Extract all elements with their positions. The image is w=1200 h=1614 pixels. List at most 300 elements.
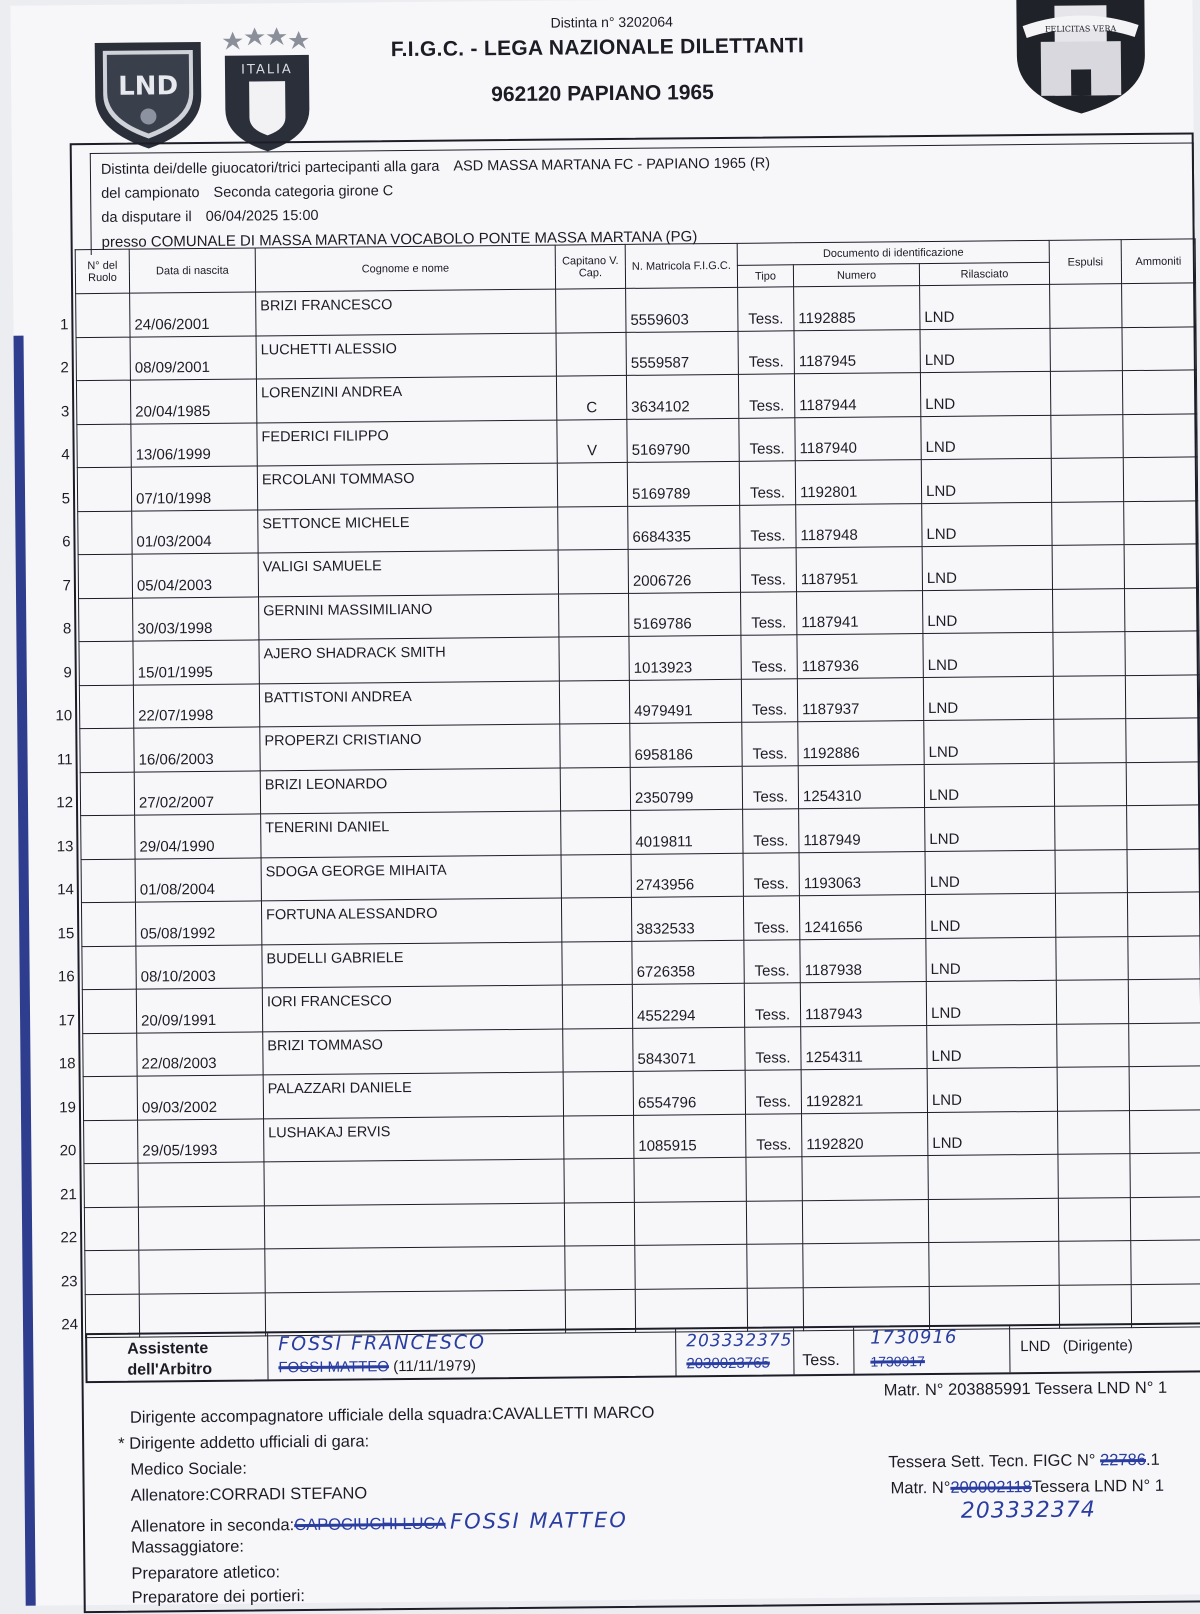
data-label: da disputare il <box>101 209 192 226</box>
ruolo-cell <box>57 902 135 946</box>
cap-cell <box>557 462 627 506</box>
tipo-cell: Tess. <box>742 722 798 766</box>
ammoniti-cell <box>1131 1240 1200 1284</box>
cap-cell <box>564 1115 634 1159</box>
tipo-cell: Tess. <box>738 330 794 374</box>
assistente-matr-cell <box>675 1328 794 1375</box>
cap-cell <box>562 941 632 985</box>
match-info <box>90 142 1195 255</box>
cap-cell <box>563 1028 633 1072</box>
ril-cell: LND <box>926 980 1056 1025</box>
tipo-cell: Tess. <box>741 591 797 635</box>
assistente-struck-num: 1730917 <box>870 1353 925 1370</box>
num-cell <box>803 1243 929 1288</box>
dob-cell <box>139 1292 265 1337</box>
tipo-cell: Tess. <box>743 852 799 896</box>
allenatore-seconda-matr-struck: 200002118 <box>950 1478 1032 1497</box>
row-number: 22 <box>60 1229 78 1247</box>
ril-cell: LND <box>927 1067 1057 1112</box>
col-espulsi: Espulsi <box>1049 240 1121 285</box>
tipo-cell: Tess. <box>745 1070 801 1114</box>
ruolo-cell <box>56 728 134 772</box>
ril-cell: LND <box>925 893 1055 938</box>
cap-cell <box>560 723 630 767</box>
assistente-row <box>85 1322 1200 1383</box>
cap-cell <box>559 680 629 724</box>
row-number: 6 <box>62 533 71 551</box>
ril-cell: LND <box>927 1024 1057 1069</box>
tipo-cell: Tess. <box>744 939 800 983</box>
row-number: 10 <box>55 707 73 725</box>
dob-cell: 05/08/1992 <box>135 901 261 946</box>
tipo-cell: Tess. <box>740 504 796 548</box>
num-cell: 1254310 <box>798 764 924 809</box>
espulsi-cell <box>1051 458 1123 502</box>
preparatore-portieri: Preparatore dei portieri: <box>131 1587 306 1607</box>
espulsi-cell <box>1056 980 1128 1024</box>
tipo-cell: Tess. <box>743 896 799 940</box>
allenatore-seconda-label: Allenatore in seconda: <box>130 1516 295 1536</box>
tipo-cell: Tess. <box>738 287 794 331</box>
ruolo-cell <box>62 554 132 598</box>
ruolo-cell <box>61 467 131 511</box>
matr-cell: 4019811 <box>631 809 743 854</box>
matr-cell: 1085915 <box>634 1114 746 1159</box>
allenatore-seconda-matr <box>891 1477 1165 1499</box>
row-number: 2 <box>60 359 69 377</box>
name-cell: BRIZI FRANCESCO <box>256 289 556 335</box>
num-cell: 1192801 <box>795 460 921 505</box>
row-number: 21 <box>59 1185 77 1203</box>
espulsi-cell <box>1050 371 1122 415</box>
matr-cell: 5169790 <box>627 418 739 463</box>
dob-cell <box>138 1162 264 1207</box>
dob-cell: 08/10/2003 <box>136 944 262 989</box>
cap-cell <box>561 810 631 854</box>
ril-cell: LND <box>923 632 1053 677</box>
name-cell: LUSHAKAJ ERVIS <box>264 1116 564 1162</box>
dirigente-addetto: * Dirigente addetto ufficiali di gara: <box>118 1432 370 1453</box>
name-cell: LUCHETTI ALESSIO <box>256 333 556 379</box>
ruolo-cell <box>60 380 130 424</box>
allenatore-seconda-handwritten: FOSSI MATTEO <box>449 1507 628 1534</box>
matr-cell: 6554796 <box>633 1070 745 1115</box>
ril-cell: LND <box>925 850 1055 895</box>
col-ammoniti: Ammoniti <box>1121 239 1195 284</box>
name-cell: BATTISTONI ANDREA <box>259 681 559 727</box>
num-cell: 1254311 <box>801 1025 927 1070</box>
campionato-value: Seconda categoria girone C <box>213 183 394 201</box>
row-number: 1 <box>59 315 69 333</box>
cap-cell: C <box>556 375 626 419</box>
ruolo-cell <box>56 772 134 816</box>
ruolo-cell <box>59 1163 138 1207</box>
name-cell: FORTUNA ALESSANDRO <box>261 898 561 944</box>
tipo-cell: Tess. <box>744 983 800 1027</box>
assistente-tipo: Tess. <box>802 1351 840 1370</box>
ammoniti-cell <box>1123 413 1197 457</box>
matr-cell: 2743956 <box>631 853 743 898</box>
dob-cell: 16/06/2003 <box>134 727 260 772</box>
ammoniti-cell <box>1130 1153 1200 1197</box>
allenatore-tessera-label: Tessera Sett. Tecn. FIGC N° <box>888 1451 1096 1472</box>
data-value: 06/04/2025 15:00 <box>205 207 319 225</box>
dob-cell: 29/04/1990 <box>135 814 261 859</box>
cap-cell <box>561 897 631 941</box>
tipo-cell: Tess. <box>738 374 794 418</box>
espulsi-cell <box>1056 936 1128 980</box>
espulsi-cell <box>1059 1284 1131 1328</box>
svg-text:LND: LND <box>118 71 179 102</box>
row-number: 19 <box>59 1098 77 1116</box>
row-number: 3 <box>60 402 70 420</box>
allenatore: Allenatore:CORRADI STEFANO <box>130 1484 368 1505</box>
gara-label: Distinta dei/delle giuocatori/trici partecipanti alla gara <box>100 158 440 178</box>
num-cell: 1192820 <box>802 1112 928 1157</box>
matr-cell: 4979491 <box>629 679 741 724</box>
tipo-cell: Tess. <box>739 461 795 505</box>
num-cell <box>802 1156 928 1201</box>
num-cell: 1187938 <box>800 938 926 983</box>
espulsi-cell <box>1054 762 1126 806</box>
espulsi-cell <box>1053 632 1125 676</box>
dob-cell: 24/06/2001 <box>130 292 256 337</box>
col-tipo: Tipo <box>737 265 793 288</box>
num-cell: 1187941 <box>797 590 923 635</box>
assistente-ril: LND (Dirigente) <box>1020 1337 1133 1356</box>
ril-cell: LND <box>922 545 1052 590</box>
dob-cell: 20/04/1985 <box>130 379 256 424</box>
name-cell: VALIGI SAMUELE <box>258 550 558 596</box>
espulsi-cell <box>1055 806 1127 850</box>
cap-cell <box>564 1158 634 1202</box>
cap-cell <box>562 984 632 1028</box>
ruolo-cell <box>57 859 135 903</box>
ruolo-cell <box>62 598 133 642</box>
tipo-cell: Tess. <box>742 765 798 809</box>
svg-text:FELICITAS VERA: FELICITAS VERA <box>1044 24 1117 34</box>
name-cell <box>265 1246 565 1292</box>
cap-cell <box>560 767 630 811</box>
dob-cell: 29/05/1993 <box>138 1118 264 1163</box>
tipo-cell: Tess. <box>741 635 797 679</box>
ruolo-cell <box>63 641 133 685</box>
ruolo-cell <box>56 815 135 859</box>
matr-cell: 5169786 <box>629 592 741 637</box>
espulsi-cell <box>1054 719 1126 763</box>
campionato-line <box>101 183 393 202</box>
assistente-struck-matr: 2030023765 <box>686 1354 770 1373</box>
ammoniti-cell <box>1127 848 1200 892</box>
ammoniti-cell <box>1122 326 1196 370</box>
matr-cell: 3832533 <box>631 896 743 941</box>
num-cell: 1187945 <box>794 329 920 374</box>
col-capitano: Capitano V. Cap. <box>555 244 625 289</box>
ruolo-cell <box>60 337 130 381</box>
ammoniti-cell <box>1124 500 1198 544</box>
col-rilasciato: Rilasciato <box>919 262 1049 285</box>
espulsi-cell <box>1057 1023 1129 1067</box>
assistente-handwritten-matr: 203332375 <box>686 1330 793 1352</box>
assistente-struck-name: FOSSI MATTEO <box>278 1358 390 1377</box>
row-number: 24 <box>61 1316 79 1334</box>
tipo-cell: Tess. <box>746 1113 802 1157</box>
matr-cell: 5559603 <box>626 287 738 332</box>
num-cell: 1187951 <box>796 547 922 592</box>
ruolo-cell <box>59 293 130 337</box>
ruolo-cell <box>61 1294 139 1338</box>
allenatore-tessera <box>888 1451 1160 1473</box>
assistente-label <box>127 1338 212 1381</box>
tipo-cell <box>747 1244 803 1288</box>
espulsi-cell <box>1059 1241 1131 1285</box>
allenatore-tessera-struck: 22786 <box>1099 1450 1147 1470</box>
lnd-logo <box>89 34 208 153</box>
ammoniti-cell <box>1127 805 1200 849</box>
row-number: 14 <box>57 881 74 899</box>
matr-cell <box>635 1288 747 1333</box>
players-table <box>55 238 1200 1338</box>
distinta-number: Distinta n° 3202064 <box>550 13 673 31</box>
ammoniti-cell <box>1127 892 1200 936</box>
col-nascita: Data di nascita <box>129 248 255 293</box>
matr-cell <box>634 1157 746 1202</box>
name-cell: LORENZINI ANDREA <box>256 376 556 422</box>
num-cell: 1187948 <box>796 503 922 548</box>
ammoniti-cell <box>1130 1109 1200 1153</box>
row-number: 8 <box>62 620 72 638</box>
cap-cell <box>559 593 629 637</box>
cap-cell <box>564 1202 634 1246</box>
club-title: 962120 PAPIANO 1965 <box>491 81 714 107</box>
matr-cell: 2350799 <box>630 766 742 811</box>
allenatore-seconda <box>131 1508 628 1537</box>
ril-cell <box>928 1198 1058 1243</box>
matr-cell: 6726358 <box>632 940 744 985</box>
ammoniti-cell <box>1123 457 1197 501</box>
dob-cell: 08/09/2001 <box>130 335 256 380</box>
cap-cell <box>565 1289 635 1333</box>
num-cell: 1192821 <box>801 1069 927 1114</box>
ammoniti-cell <box>1125 587 1199 631</box>
ril-cell: LND <box>926 937 1056 982</box>
matr-cell <box>635 1244 747 1289</box>
ril-cell <box>929 1241 1059 1286</box>
ril-cell: LND <box>920 328 1050 373</box>
allenatore-seconda-matr-label: Matr. N° <box>890 1478 951 1498</box>
preparatore-atletico: Preparatore atletico: <box>131 1563 281 1583</box>
col-matricola: N. Matricola F.I.G.C. <box>625 243 737 288</box>
espulsi-cell <box>1053 588 1125 632</box>
espulsi-cell <box>1058 1154 1130 1198</box>
cap-cell <box>563 1071 633 1115</box>
tipo-cell: Tess. <box>741 678 797 722</box>
num-cell: 1241656 <box>799 895 925 940</box>
ammoniti-cell <box>1122 370 1196 414</box>
dob-cell: 22/08/2003 <box>137 1031 263 1076</box>
ril-cell: LND <box>920 371 1050 416</box>
italia-logo <box>219 23 316 154</box>
cap-cell: V <box>557 419 627 463</box>
data-line <box>101 208 318 226</box>
assistente-tipo-cell <box>793 1328 854 1375</box>
matr-cell: 6958186 <box>630 722 742 767</box>
ruolo-cell <box>58 1033 137 1077</box>
assistente-label-2: dell'Arbitro <box>127 1360 213 1379</box>
tipo-cell <box>746 1157 802 1201</box>
matr-cell: 1013923 <box>629 635 741 680</box>
col-numero: Numero <box>793 264 919 287</box>
tipo-cell: Tess. <box>740 548 796 592</box>
name-cell: SETTONCE MICHELE <box>258 507 558 553</box>
espulsi-cell <box>1058 1110 1130 1154</box>
num-cell: 1193063 <box>799 851 925 896</box>
num-cell: 1187940 <box>795 416 921 461</box>
num-cell: 1192886 <box>798 721 924 766</box>
espulsi-cell <box>1058 1197 1130 1241</box>
row-number: 12 <box>56 794 74 812</box>
dob-cell: 13/06/1999 <box>131 422 257 467</box>
document-sheet <box>10 0 1200 1606</box>
dob-cell: 30/03/1998 <box>133 596 259 641</box>
name-cell: ERCOLANI TOMMASO <box>257 463 557 509</box>
svg-text:ITALIA: ITALIA <box>241 62 293 78</box>
row-number: 7 <box>62 576 71 594</box>
espulsi-cell <box>1055 849 1127 893</box>
name-cell: IORI FRANCESCO <box>262 985 562 1031</box>
ammoniti-cell <box>1126 761 1200 805</box>
col-ruolo: N° del Ruolo <box>75 249 129 294</box>
name-cell: SDOGA GEORGE MIHAITA <box>261 855 561 901</box>
name-cell: BRIZI TOMMASO <box>263 1029 563 1075</box>
row-number: 9 <box>63 663 72 681</box>
ruolo-cell <box>57 946 136 990</box>
assistente-handwritten-num: 1730916 <box>870 1326 958 1349</box>
cap-cell <box>556 332 626 376</box>
name-cell: BUDELLI GABRIELE <box>262 942 562 988</box>
binder-edge <box>14 336 36 1606</box>
campionato-label: del campionato <box>101 184 200 202</box>
tipo-cell: Tess. <box>739 417 795 461</box>
espulsi-cell <box>1051 414 1123 458</box>
cap-cell <box>561 854 631 898</box>
dob-cell: 20/09/1991 <box>136 988 262 1033</box>
ammoniti-cell <box>1124 544 1198 588</box>
num-cell: 1187949 <box>799 808 925 853</box>
num-cell: 1187943 <box>800 982 926 1027</box>
ril-cell: LND <box>924 719 1054 764</box>
num-cell <box>802 1199 928 1244</box>
dob-cell: 01/08/2004 <box>135 857 261 902</box>
gara-value: ASD MASSA MARTANA FC - PAPIANO 1965 (R) <box>453 155 771 175</box>
ruolo-cell <box>60 1250 139 1294</box>
cap-cell <box>559 636 629 680</box>
ruolo-cell <box>62 511 132 555</box>
row-number: 13 <box>56 837 74 855</box>
ammoniti-cell <box>1128 979 1200 1023</box>
row-number: 17 <box>58 1011 76 1029</box>
ril-cell: LND <box>921 458 1051 503</box>
row-number: 23 <box>60 1272 78 1290</box>
assistente-dob: (11/11/1979) <box>393 1357 477 1376</box>
tipo-cell: Tess. <box>745 1026 801 1070</box>
num-cell: 1187944 <box>794 373 920 418</box>
matr-cell: 4552294 <box>632 983 744 1028</box>
dob-cell: 09/03/2002 <box>137 1075 263 1120</box>
col-documento: Documento di identificazione <box>737 240 1049 265</box>
name-cell: BRIZI LEONARDO <box>260 768 560 814</box>
dirigente-accompagnatore: Dirigente accompagnatore ufficiale della squadra:CAVALLETTI MARCO <box>129 1403 655 1427</box>
allenatore-seconda-struck: CAPOCIUCHI LUCA <box>294 1514 446 1535</box>
espulsi-cell <box>1052 501 1124 545</box>
matr-cell: 2006726 <box>628 548 740 593</box>
col-nome: Cognome e nome <box>255 245 555 292</box>
ril-cell: LND <box>928 1111 1058 1156</box>
ruolo-cell <box>59 1120 138 1164</box>
dirigente-accompagnatore-matr: Matr. N° 203885991 Tessera LND N° 1 <box>883 1378 1168 1400</box>
cap-cell <box>556 288 626 332</box>
ril-cell: LND <box>922 502 1052 547</box>
tipo-cell <box>746 1200 802 1244</box>
cap-cell <box>558 549 628 593</box>
ammoniti-cell <box>1128 935 1200 979</box>
espulsi-cell <box>1055 893 1127 937</box>
cap-cell <box>565 1245 635 1289</box>
dob-cell: 01/03/2004 <box>132 509 258 554</box>
assistente-label-1: Assistente <box>127 1339 209 1358</box>
ril-cell: LND <box>923 676 1053 721</box>
comune-crest <box>1010 0 1151 116</box>
dob-cell: 05/04/2003 <box>132 553 258 598</box>
espulsi-cell <box>1050 284 1122 328</box>
espulsi-cell <box>1050 327 1122 371</box>
num-cell <box>803 1286 929 1331</box>
ril-cell <box>928 1154 1058 1199</box>
medico-sociale: Medico Sociale: <box>130 1459 247 1479</box>
name-cell: PROPERZI CRISTIANO <box>260 724 560 770</box>
ruolo-cell <box>58 989 136 1033</box>
cap-cell <box>558 506 628 550</box>
allenatore-tessera-suffix: .1 <box>1145 1450 1160 1469</box>
dob-cell: 15/01/1995 <box>133 640 259 685</box>
name-cell <box>264 1203 564 1249</box>
row-number: 20 <box>59 1142 77 1160</box>
assistente-ril-cell <box>1009 1324 1200 1372</box>
matr-cell: 5169789 <box>627 461 739 506</box>
tipo-cell: Tess. <box>743 809 799 853</box>
assistente-struck-line <box>278 1357 476 1376</box>
dob-cell <box>139 1249 265 1294</box>
row-number: 15 <box>57 924 75 942</box>
assistente-name-cell <box>267 1330 638 1380</box>
num-cell: 1187936 <box>797 634 923 679</box>
assistente-handwritten-name: FOSSI FRANCESCO <box>278 1331 487 1356</box>
massaggiatore: Massaggiatore: <box>131 1537 245 1557</box>
dob-cell: 22/07/1998 <box>133 683 259 728</box>
ammoniti-cell <box>1125 674 1199 718</box>
num-cell: 1192885 <box>794 286 920 331</box>
dob-cell: 27/02/2007 <box>134 770 260 815</box>
matr-cell <box>634 1201 746 1246</box>
gara-line <box>101 156 770 178</box>
ammoniti-cell <box>1129 1066 1200 1110</box>
ruolo-cell <box>61 424 131 468</box>
name-cell: AJERO SHADRACK SMITH <box>259 637 559 683</box>
ammoniti-cell <box>1129 1022 1200 1066</box>
player-rows <box>55 283 1200 1338</box>
ammoniti-cell <box>1126 718 1200 762</box>
ammoniti-cell <box>1125 631 1199 675</box>
